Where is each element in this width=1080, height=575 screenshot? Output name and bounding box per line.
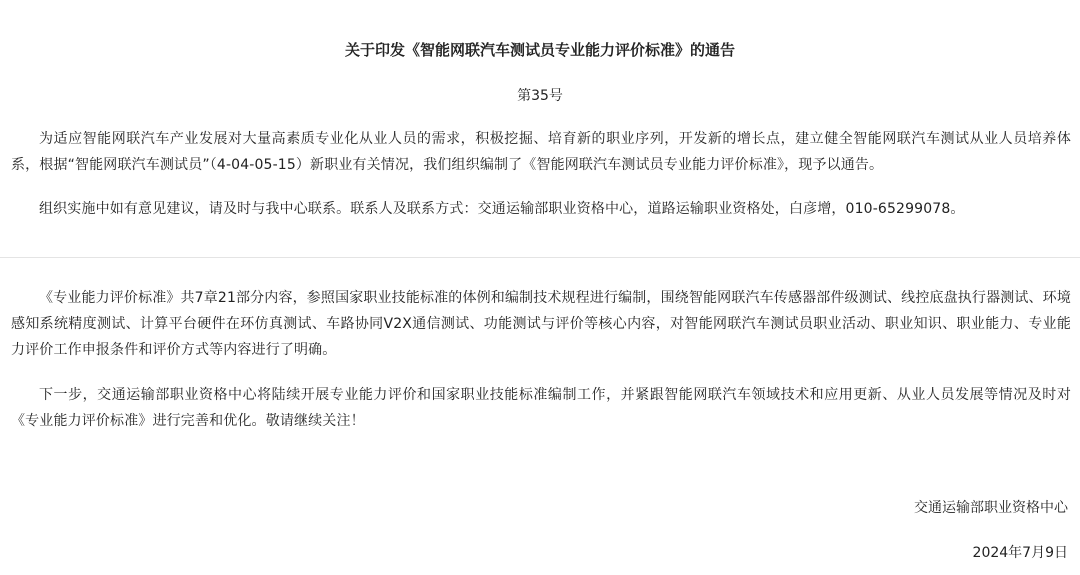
issuer-signature: 交通运输部职业资格中心 xyxy=(914,500,1068,516)
notice-paragraph-1: 为适应智能网联汽车产业发展对大量高素质专业化从业人员的需求，积极挖掘、培育新的职业序列，开发新的增长点，建立健全智能网联汽车测试从业人员培养体系，根据“智能网联汽车测试员”（4-04-05-15）新职业有关情况，我们组织编制了《智能网联汽车测试员专业能力评价标准》，现予以通告。 xyxy=(11,131,1071,173)
notice-number: 第35号 xyxy=(517,88,563,104)
body-paragraph-1: 《专业能力评价标准》共7章21部分内容，参照国家职业技能标准的体例和编制技术规程进行编制，围绕智能网联汽车传感器部件级测试、线控底盘执行器测试、环境感知系统精度测试、计算平台硬件在环仿真测试、车路协同V2X通信测试、功能测试与评价等核心内容，对智能网联汽车测试员职业活动、职业知识、职业能力、专业能力评价工作申报条件和评价方式等内容进行了明确。 xyxy=(11,290,1071,358)
section-divider xyxy=(0,257,1080,258)
notice-title: 关于印发《智能网联汽车测试员专业能力评价标准》的通告 xyxy=(344,41,735,59)
notice-paragraph-2: 组织实施中如有意见建议，请及时与我中心联系。联系人及联系方式：交通运输部职业资格中心，道路运输职业资格处，白彦增，010-65299078。 xyxy=(39,201,965,217)
body-paragraph-2: 下一步，交通运输部职业资格中心将陆续开展专业能力评价和国家职业技能标准编制工作，并紧跟智能网联汽车领域技术和应用更新、从业人员发展等情况及时对《专业能力评价标准》进行完善和优化。敬请继续关注！ xyxy=(11,387,1071,429)
issue-date: 2024年7月9日 xyxy=(972,545,1068,561)
